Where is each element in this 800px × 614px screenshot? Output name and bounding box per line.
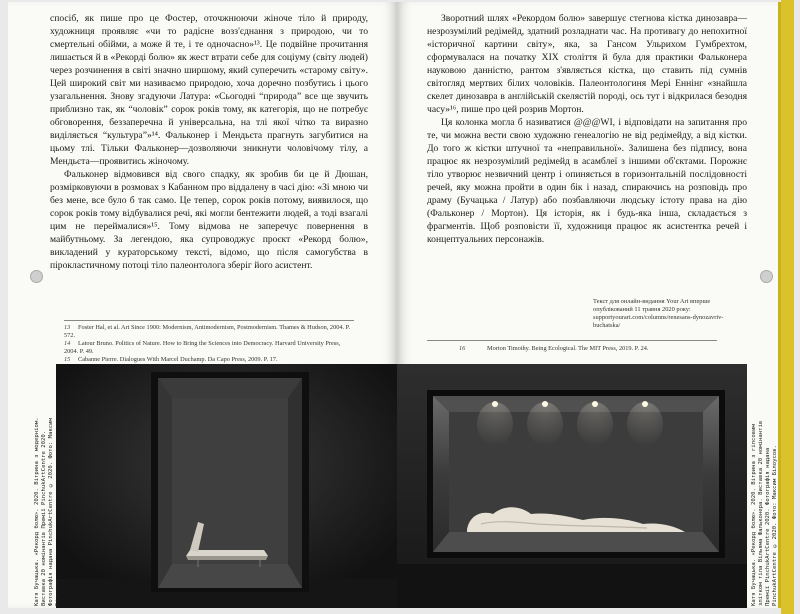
footnote-rule (64, 320, 354, 321)
binding-hole-right (760, 270, 773, 283)
footnote-13: 13 Foster Hal, et al. Art Since 1900: Modernism, Antimodernism, Postmodernism. Thames & Hudson, 2004. P. 572. (64, 324, 351, 339)
left-body-text (50, 12, 368, 272)
vitrine-chaise-image (56, 364, 397, 608)
footnote-14: 14 Latour Bruno. Politics of Nature. How to Bring the Sciences into Democracy. Harvard University Press, 2004. P. 49. (64, 340, 341, 355)
right-paragraph-1: Зворотний шлях «Рекордом болю» завершує стегнова кістка динозавра—незрозумілий редімейд, здатний розладнати час. На противагу до непохитної «історичної картини світу», яка, за Гансом Ульрихом Гумбрехтом, сформувалася на початку XIX століття й була для практики Фальконера науковою данністю, рантом з'являється кістка, що ставить під сумнів світогляд мертвих білих чоловіків. Палеонтологиня Мері Еннінг «знайшла скелет динозавра в англійській скелястій породі, ось тут і відкрилася безодня часу»¹⁶, пише про цей розрив Мортон. (427, 13, 747, 115)
right-page (397, 2, 781, 608)
yellow-book-edge (781, 0, 794, 614)
vitrine-body-cast-image (397, 364, 747, 608)
footnote-15: 15 Cabanne Pierre. Dialogues With Marcel Duchamp. Da Capo Press, 2009. P. 17. (64, 356, 278, 363)
left-footnotes (64, 324, 354, 364)
footnote-16: 16 Morton Timothy. Being Ecological. The MIT Press, 2019. P. 24. (459, 345, 649, 352)
left-paragraph-2: Фальконер відмовився від свого спадку, як зробив би це й Дюшан, розмірковуючи в розмовах з Кабанном про віддалену в часі дію: «Зі мною чи без мене, все було б так само. Це тепер, сорок років потому, виявилося, що сорок років тому відбувалися речі, які могли бентежити людей, а тоді взагалі цим не переймалися»¹⁵. Тому відмова не заперечує повернення в майбутньому. За легендою, яка супроводжує проєкт «Рекорд болю», викладений у кураторському тексті, відомо, що після самогубства в пірокластичному потоці тіло палеонтолога зберіг його асистент. (50, 169, 368, 271)
left-page (8, 2, 397, 608)
binding-hole-left (30, 270, 43, 283)
left-paragraph-1: спосіб, як пише про це Фостер, оточжнюючи жіноче тіло й природу, художниця проявляє «чи то радісне возз'єднання з природою, чи то смертельні обійми, а може й те, і те одночасно»¹³. Це подвійне прочитання лишається й в «Рекорді болю» як жест втрати себе для соціуму (світу людей) через розчинення в світі значно ширшому, який суперечить «старому світу». Цей широкий світ ми називаємо природою, хоча доречно позбутись і цього узагальнення. Знову згадуючи Латура: «Сьогодні “природа” все ще звучить приблизно так, як “чоловік” сорок років тому, як категорія, що не потребує обговорення, беззаперечна й універсальна, на тлі якої чітко та виразно виділяється “культура”»¹⁴. Фальконер і Мендьєта прагнуть загубитися на цьому тлі. Тільки Фальконер—дозволяючи зникнути чоловічому тілу, а Мендьєта—проявитись жіночому. (50, 13, 368, 167)
right-photo (397, 364, 747, 608)
footnote-rule-right (427, 340, 717, 341)
left-photo (56, 364, 397, 608)
right-photo-caption: Катя Бучацька. «Рекорд болю». 2020. Вітрина з гіпсовим злітком тіла Вільяма Фальконера. Виставка 20 номінантів Премії PinchukArtCentre 2020. Фотографія надана PinchukArtCentre © 2020. Фото: Максим Білоусов. (751, 420, 778, 606)
right-paragraph-2: Ця колонка могла б називатися @@@WI, і відповідати на запитання про те, чи можна вести свою художню генеалогію не від редімейду, а від кістки. До того ж кістки штучної та «неправильної». Залишена без підпису, вона працює як незрозумілий редімейд в асамблеї з іншими об'єктами. Порожнє тіло утворює незвичний центр і опиняється в горизонтальній послідовності речей, яку можна пройти в один бік і назад, спираючись на розповідь про драму (Бучацька / Латур) або позбавляючи людську істоту права на дію (Фальконер / Мортон). Ця історія, як і будь-яка інша, складається з фрагментів. Щоб розповісти її, художниця працює як асистентка речей і концептуальних персонажів. (427, 117, 747, 245)
left-photo-caption: Катя Бучацька. «Рекорд болю». 2020. Вітрина з модерніом. Виставка 20 номінантів Премії PinchukArtCentre 2020. Фотографія надана PinchukArtCentre © 2020. Фото: Максим Білоусов. (34, 417, 61, 606)
right-body-text (427, 12, 747, 246)
online-publication-note: Текст для онлайн-видання Your Art вперше опублікований 11 травня 2020 року: supportyourart.com/columns/renesans-dynozavriv-buchatska/ (593, 298, 724, 329)
